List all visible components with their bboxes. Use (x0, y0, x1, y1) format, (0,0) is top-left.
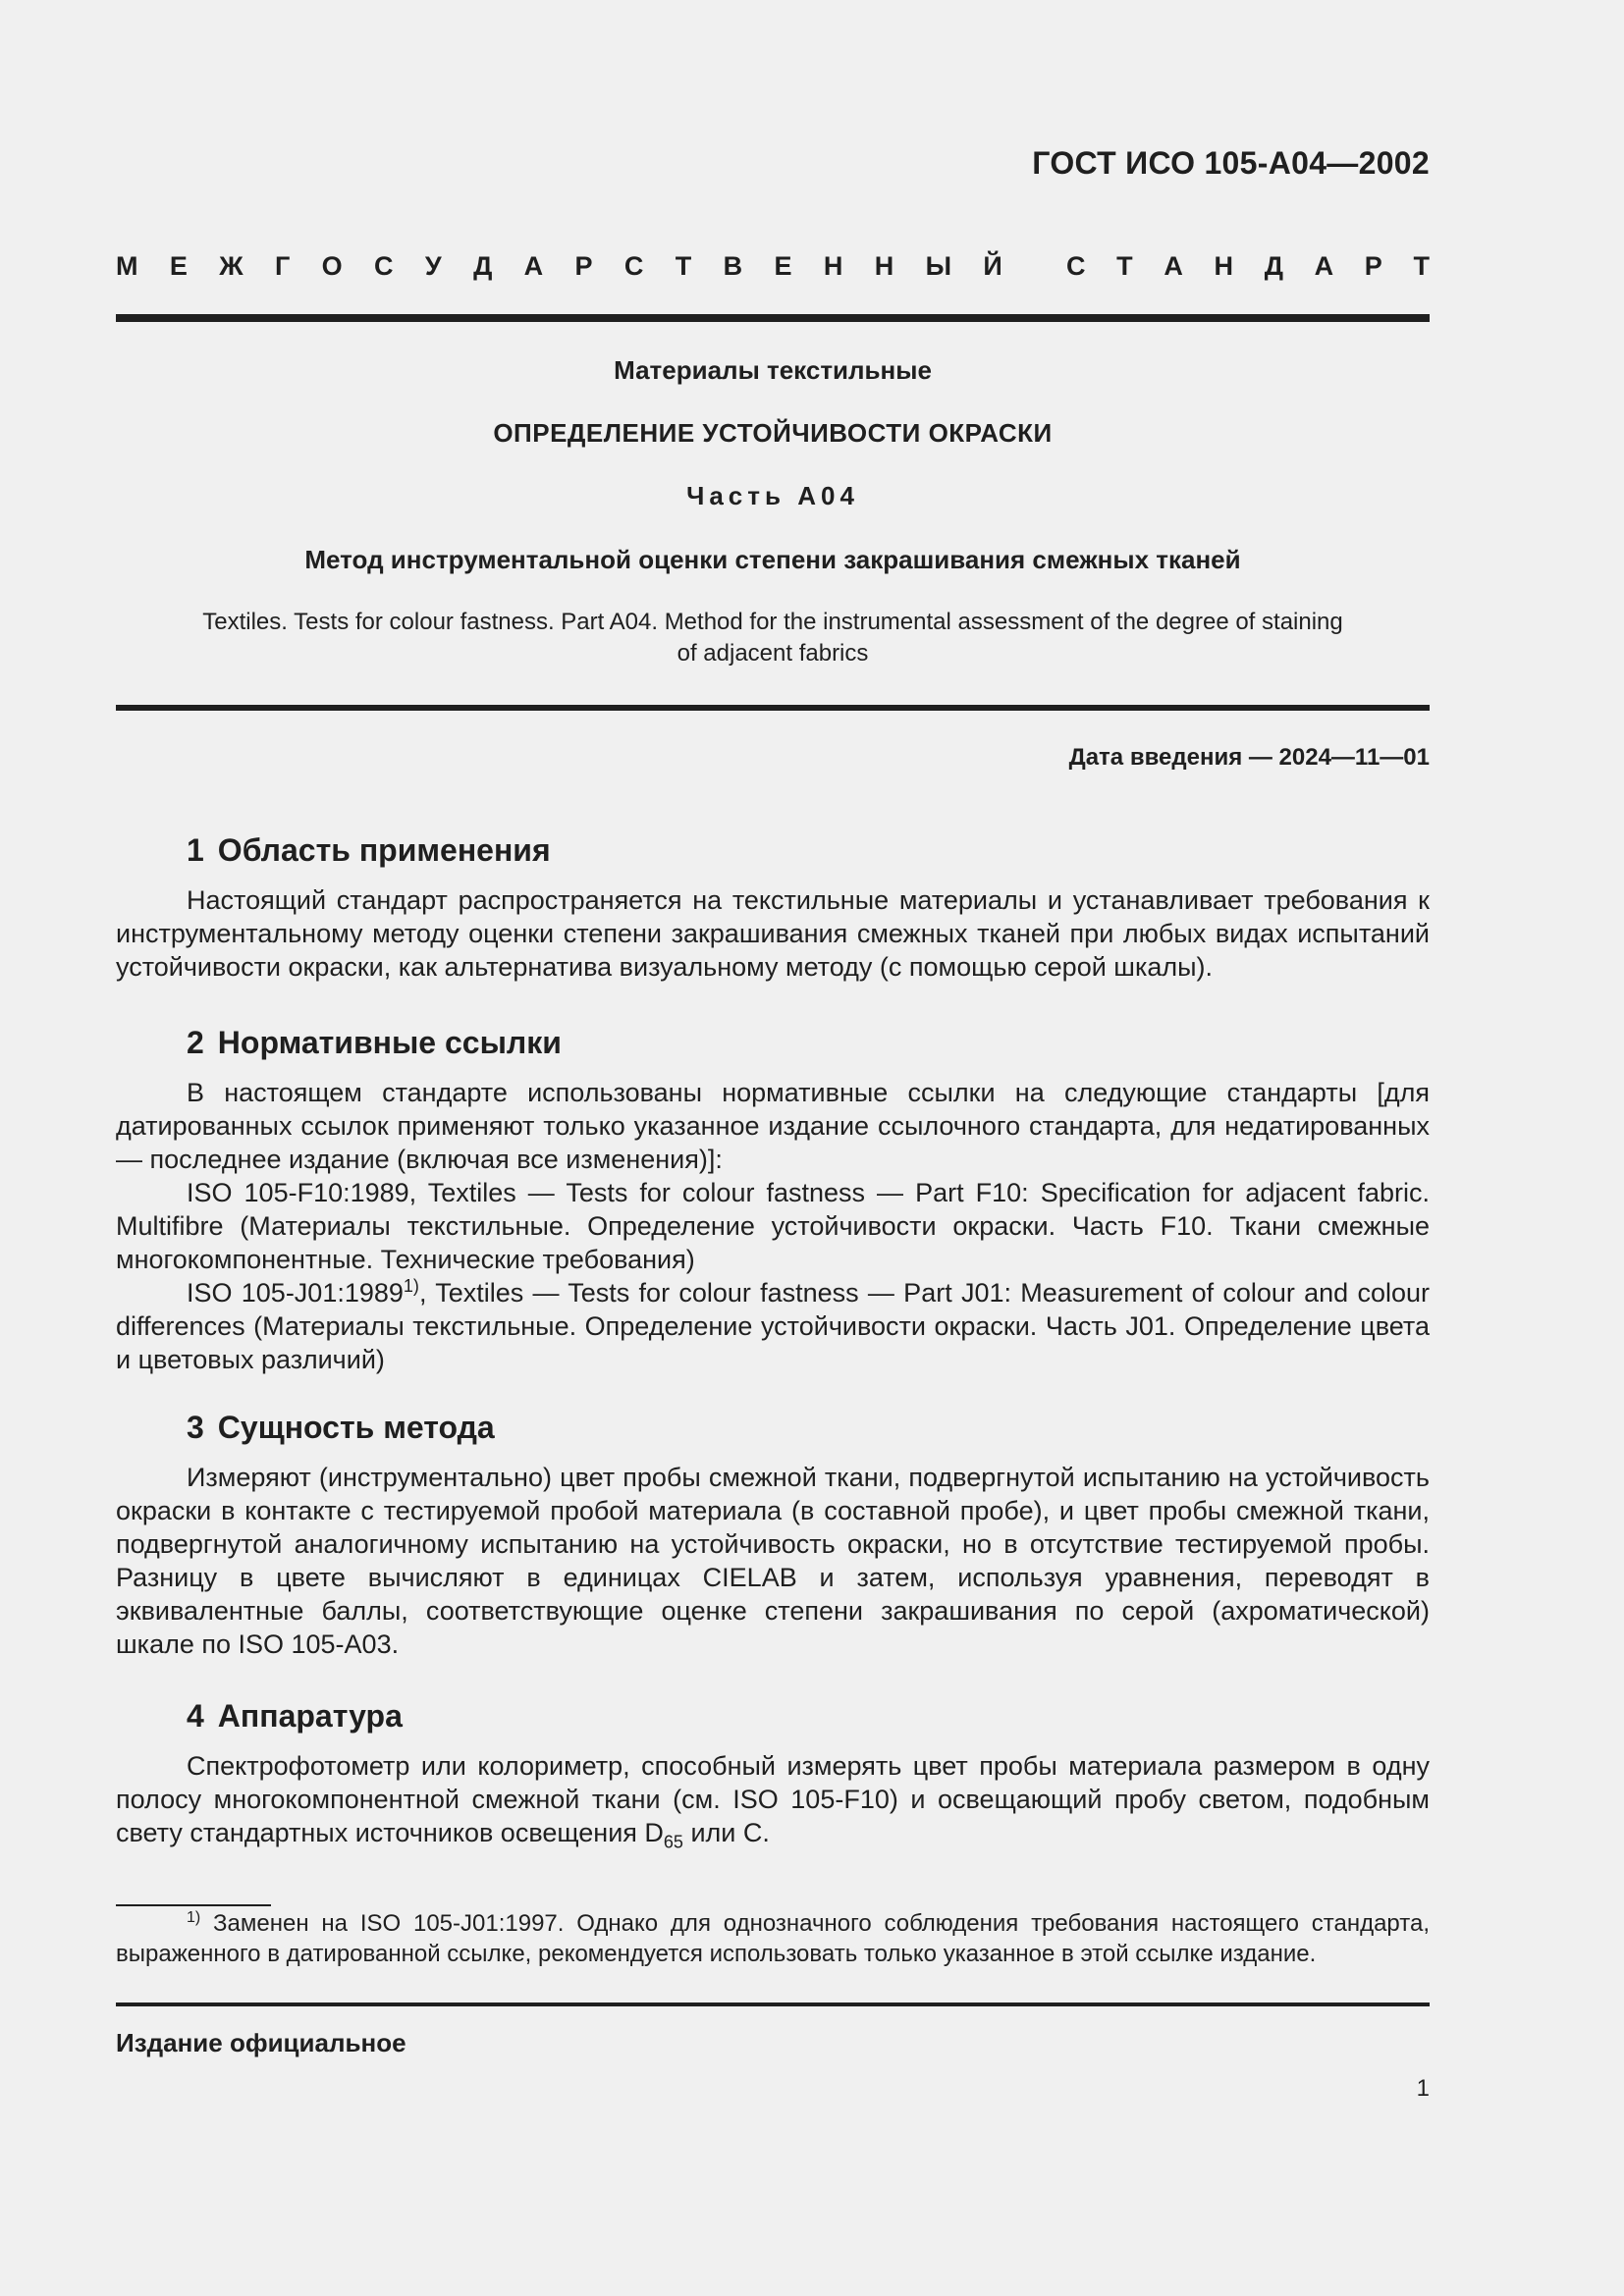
banner-letter: А (1314, 251, 1334, 281)
paragraph-text: Спектрофотометр или колориметр, способный измерять цвет пробы материала размером в одну полосу многокомпонентной смежной ткани (см. ISO 105-F10) и освещающий пробу светом, подобным свету стандартных источников освещения D (116, 1751, 1430, 1847)
banner-letter: Н (823, 251, 843, 281)
banner-word-standard (1066, 251, 1430, 282)
section-normative-references (116, 1023, 1430, 1376)
banner-letter: Т (1413, 251, 1430, 281)
section-scope (116, 830, 1430, 984)
banner-letter: А (523, 251, 544, 281)
title-part: Часть А04 (686, 481, 859, 510)
section-title: Нормативные ссылки (217, 1025, 562, 1060)
banner-letter: Д (1264, 251, 1283, 281)
page-number: 1 (1416, 2075, 1430, 2102)
banner-letter: Д (473, 251, 493, 281)
banner-letter: В (723, 251, 743, 281)
footnote (116, 1908, 1430, 1969)
banner-letter: Р (1364, 251, 1382, 281)
banner-letter: Н (874, 251, 894, 281)
banner-letter: Ж (219, 251, 244, 281)
title-main: ОПРЕДЕЛЕНИЕ УСТОЙЧИВОСТИ ОКРАСКИ (493, 418, 1053, 448)
introduction-date: Дата введения — 2024—11—01 (1068, 744, 1430, 771)
banner-letter: Ы (925, 251, 952, 281)
section-heading (116, 830, 1430, 870)
section-title: Область применения (217, 832, 551, 868)
english-title-line2: of adjacent fabrics (677, 640, 869, 667)
banner-word-interstate (116, 251, 1002, 282)
banner-letter: С (623, 251, 644, 281)
header-rule (116, 314, 1430, 322)
banner-letter: Р (574, 251, 593, 281)
banner-letter: Й (983, 251, 1002, 281)
edition-label: Издание официальное (116, 2028, 406, 2057)
section-number: 1 (187, 832, 204, 868)
paragraph (116, 1749, 1430, 1852)
banner-letter: Г (275, 251, 291, 281)
banner-letter: Т (675, 251, 692, 281)
section-number: 2 (187, 1025, 204, 1060)
footnote-marker: 1) (187, 1909, 201, 1926)
standard-code: ГОСТ ИСО 105-A04—2002 (1032, 145, 1430, 181)
banner-letter: Т (1116, 251, 1133, 281)
section-heading (116, 1023, 1430, 1062)
section-apparatus (116, 1696, 1430, 1852)
illuminant-subscript: 65 (663, 1832, 683, 1852)
standard-type-banner (116, 251, 1430, 282)
footnote-marker: 1) (403, 1276, 419, 1296)
reference-code: ISO 105-J01:1989 (187, 1278, 404, 1308)
section-title: Аппаратура (217, 1698, 403, 1734)
banner-letter: А (1164, 251, 1183, 281)
paragraph-tail: или С. (682, 1818, 770, 1847)
reference-iso-105-f10: ISO 105-F10:1989, Textiles — Tests for colour fastness — Part F10: Specification for adjacent fabric. Multifibre (Материалы текстильные. Определение устойчивости окраски. Часть F10. Ткани смежные многокомпонентные. Технические требования) (116, 1178, 1430, 1274)
english-title-line1: Textiles. Tests for colour fastness. Part A04. Method for the instrumental assessment of the degree of staining (202, 609, 1343, 635)
title-rule (116, 705, 1430, 711)
section-heading (116, 1408, 1430, 1447)
section-heading (116, 1696, 1430, 1735)
paragraph: В настоящем стандарте использованы нормативные ссылки на следующие стандарты [для датированных ссылок применяют только указанное издание ссылочного стандарта, для недатированных — последнее издание (включая все изменения)]: (116, 1078, 1430, 1174)
paragraph: Настоящий стандарт распространяется на текстильные материалы и устанавливает требования к инструментальному методу оценки степени закрашивания смежных тканей при любых видах испытаний устойчивости окраски, как альтернатива визуальному методу (с помощью серой шкалы). (116, 885, 1430, 982)
footnote-separator (116, 1904, 271, 1906)
footnote-text: Заменен на ISO 105-J01:1997. Однако для однозначного соблюдения требования настоящего стандарта, выраженного в датированной ссылке, рекомендуется использовать только указанное в этой ссылке издание. (116, 1910, 1430, 1967)
banner-letter: С (1066, 251, 1086, 281)
title-method: Метод инструментальной оценки степени закрашивания смежных тканей (304, 545, 1241, 574)
banner-letter: Е (169, 251, 188, 281)
banner-letter: Е (774, 251, 792, 281)
paragraph: Измеряют (инструментально) цвет пробы смежной ткани, подвергнутой испытанию на устойчивость окраски в контакте с тестируемой пробой материала (в составной пробе), и цвет пробы смежной ткани, подвергнутой аналогичному испытанию на устойчивость окраски, но в отсутствие тестируемой пробы. Разницу в цвете вычисляют в единицах CIELAB и затем, используя уравнения, переводят в эквивалентные баллы, соответствующие оценке степени закрашивания по серой (ахроматической) шкале по ISO 105-A03. (116, 1463, 1430, 1659)
banner-letter: М (116, 251, 138, 281)
footer-rule (116, 2002, 1430, 2006)
banner-letter: У (424, 251, 442, 281)
section-principle (116, 1408, 1430, 1661)
banner-letter: С (374, 251, 394, 281)
banner-letter: Н (1214, 251, 1234, 281)
reference-iso-105-j01 (116, 1276, 1430, 1376)
section-number: 3 (187, 1410, 204, 1445)
title-materials: Материалы текстильные (614, 355, 932, 385)
reference-text: , Textiles — Tests for colour fastness — Part J01: Measurement of colour and colour differences (Материалы текстильные. Определение устойчивости окраски. Часть J01. Определение цвета и цветовых различий) (116, 1278, 1430, 1374)
section-title: Сущность метода (217, 1410, 495, 1445)
section-number: 4 (187, 1698, 204, 1734)
english-title (116, 607, 1430, 669)
banner-letter: О (321, 251, 343, 281)
